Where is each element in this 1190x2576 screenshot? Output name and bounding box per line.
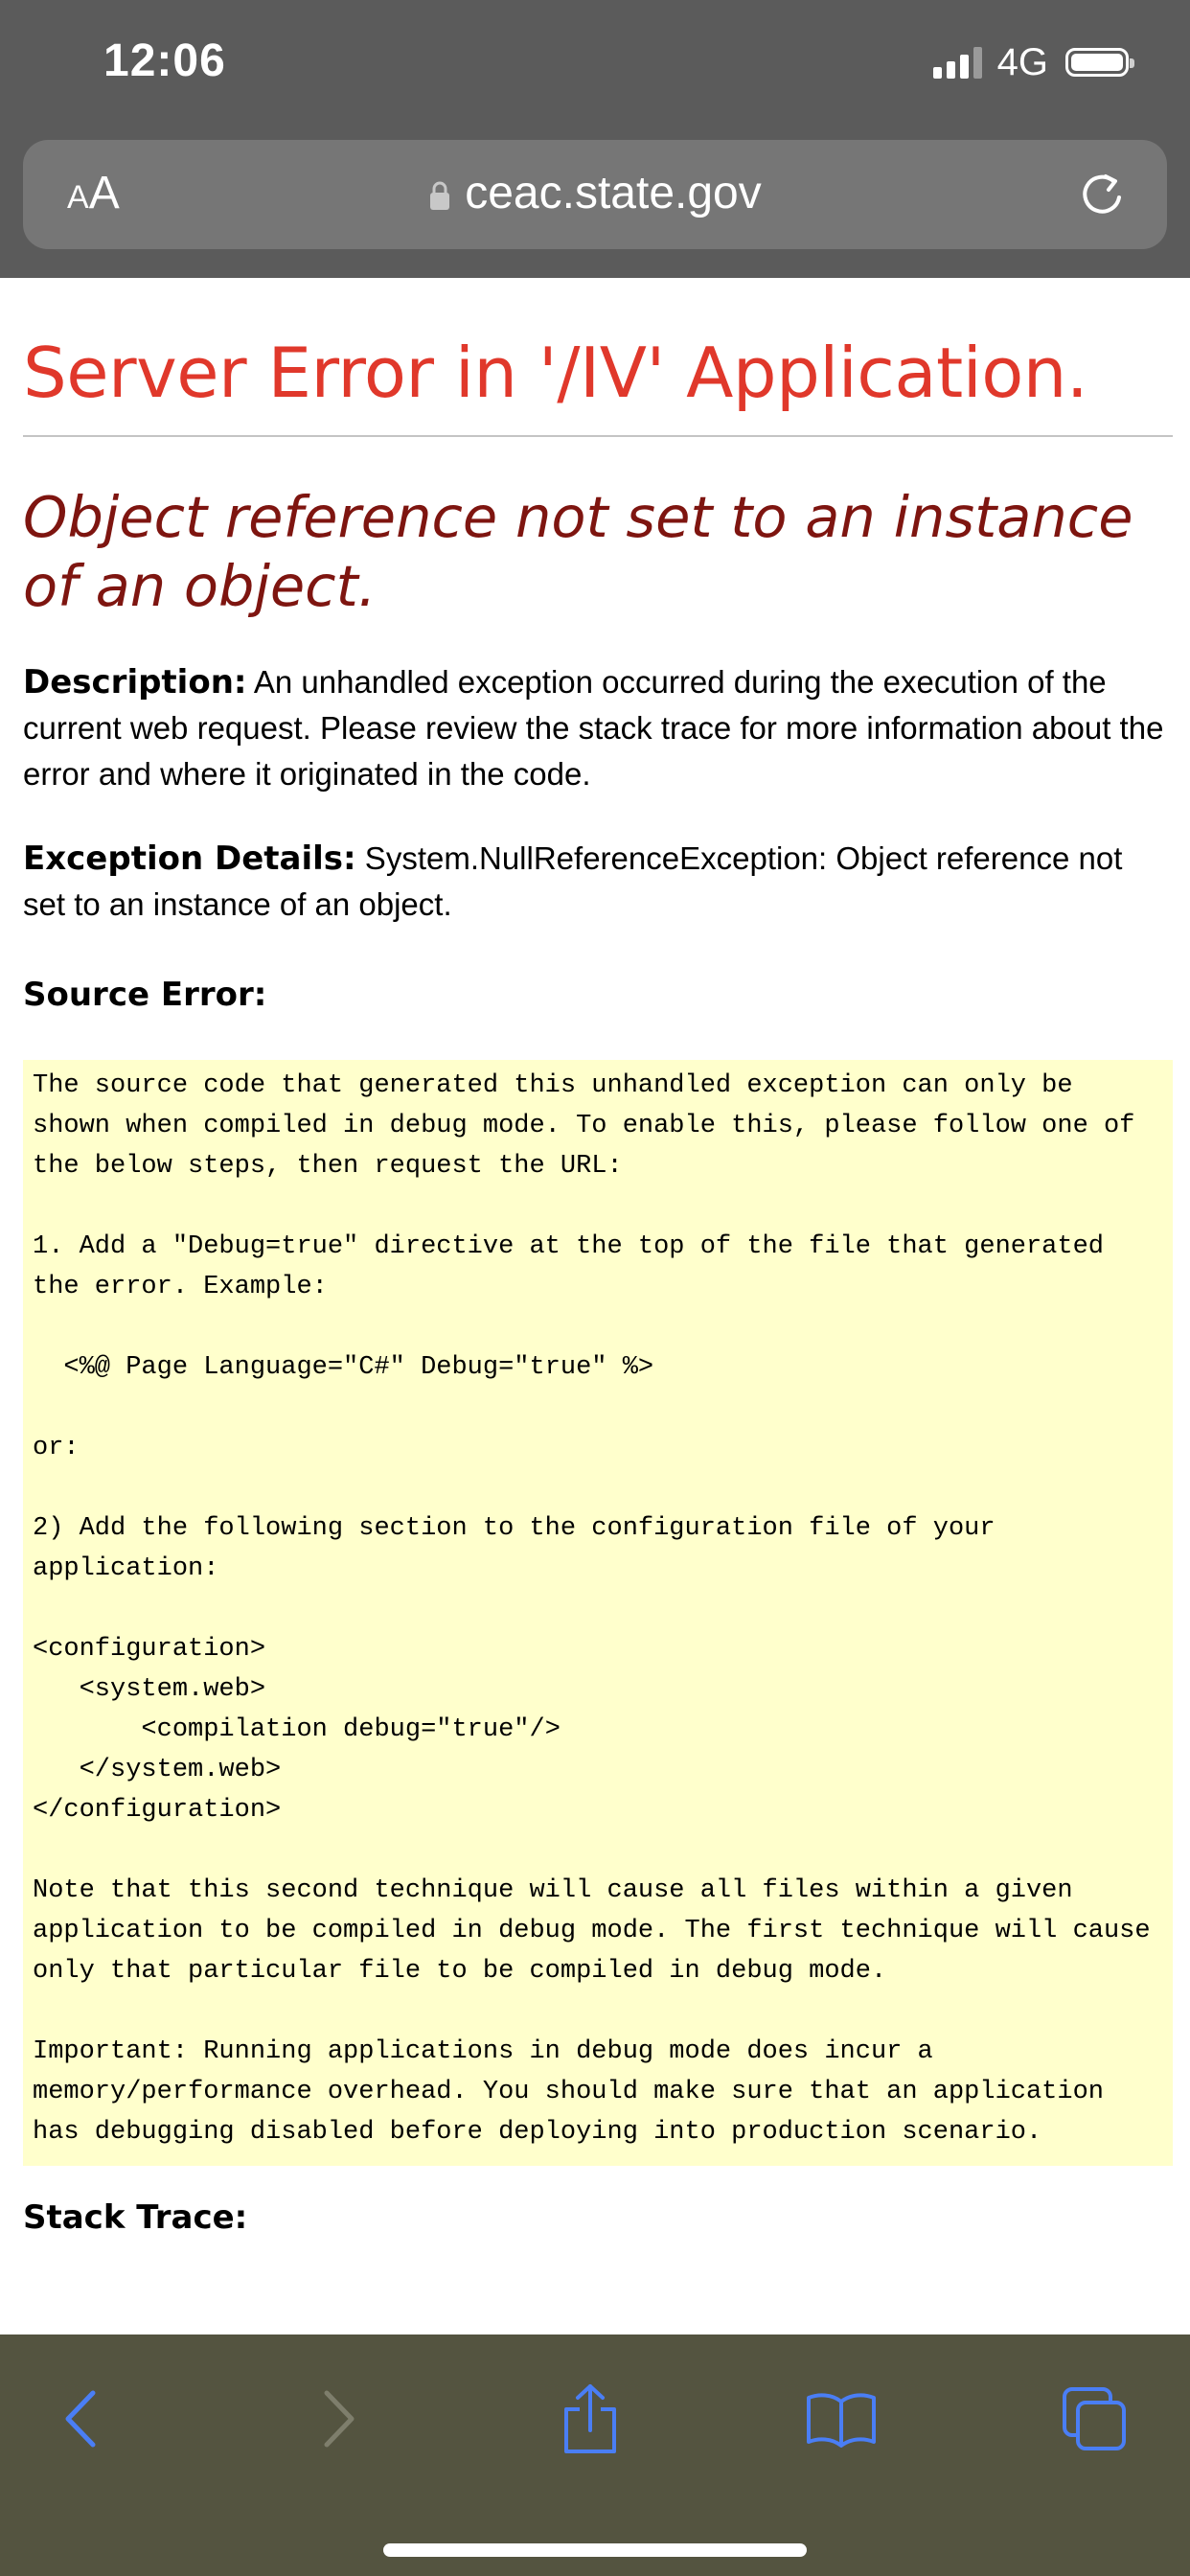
exception-details-label: Exception Details: <box>23 840 356 878</box>
reload-icon[interactable] <box>1077 169 1129 220</box>
cellular-signal-icon <box>933 46 982 79</box>
status-icons <box>933 40 1129 84</box>
error-message: Object reference not set to an instance of an object. <box>23 484 1133 619</box>
exception-details-text: System.NullReferenceException: Object reference not set to an instance of an object. <box>23 840 1123 922</box>
share-icon <box>559 2382 622 2455</box>
lock-icon <box>428 181 451 210</box>
source-error-heading: Source Error: <box>23 976 267 1014</box>
page-content <box>23 278 1173 2241</box>
chevron-right-icon <box>315 2387 359 2450</box>
url-text: ceac.state.gov <box>465 168 762 218</box>
bookmarks-button[interactable] <box>803 2380 880 2457</box>
browser-chrome <box>0 0 1190 278</box>
description <box>23 659 1173 797</box>
stack-trace-heading: Stack Trace: <box>23 2198 248 2237</box>
battery-icon <box>1065 48 1129 77</box>
chevron-left-icon <box>60 2387 104 2450</box>
text-size-button[interactable]: AA <box>67 168 120 218</box>
tabs-icon <box>1061 2385 1128 2452</box>
bookmarks-icon <box>805 2390 878 2448</box>
browser-toolbar <box>0 2334 1190 2576</box>
description-label: Description: <box>23 663 247 702</box>
forward-button[interactable] <box>299 2380 376 2457</box>
back-button[interactable] <box>44 2380 121 2457</box>
source-error-code: The source code that generated this unhandled exception can only be shown when compiled in debug mode. To enable this, please follow one of the below steps, then request the URL: 1. Add a "Debug=true" directive at the top of the file that generated the error. Example: <%@ Page Language="C#" Debug="true" %> or: 2) Add the following section to the configuration file of your application: <configuration> <system.web> <compilation debug="true"/> </system.web> </configuration> Note that this second technique will cause all files within a given application to be compiled in debug mode. The first technique will cause only that particular file to be compiled in debug mode. Important: Running applications in debug mode does incur a memory/performance overhead. You should make sure that an application has debugging disabled before deploying into production scenario. <box>23 1060 1173 2166</box>
address-bar[interactable] <box>23 140 1167 249</box>
network-type: 4G <box>996 40 1048 83</box>
home-indicator[interactable] <box>383 2543 807 2557</box>
exception-details <box>23 836 1173 928</box>
divider <box>23 435 1173 437</box>
share-button[interactable] <box>552 2380 629 2457</box>
tabs-button[interactable] <box>1056 2380 1133 2457</box>
page-title: Server Error in '/IV' Application. <box>23 333 1088 413</box>
status-time: 12:06 <box>103 35 226 86</box>
description-text: An unhandled exception occurred during the execution of the current web request. Please review the stack trace for more information about the error and where it originated in the code. <box>23 664 1164 792</box>
